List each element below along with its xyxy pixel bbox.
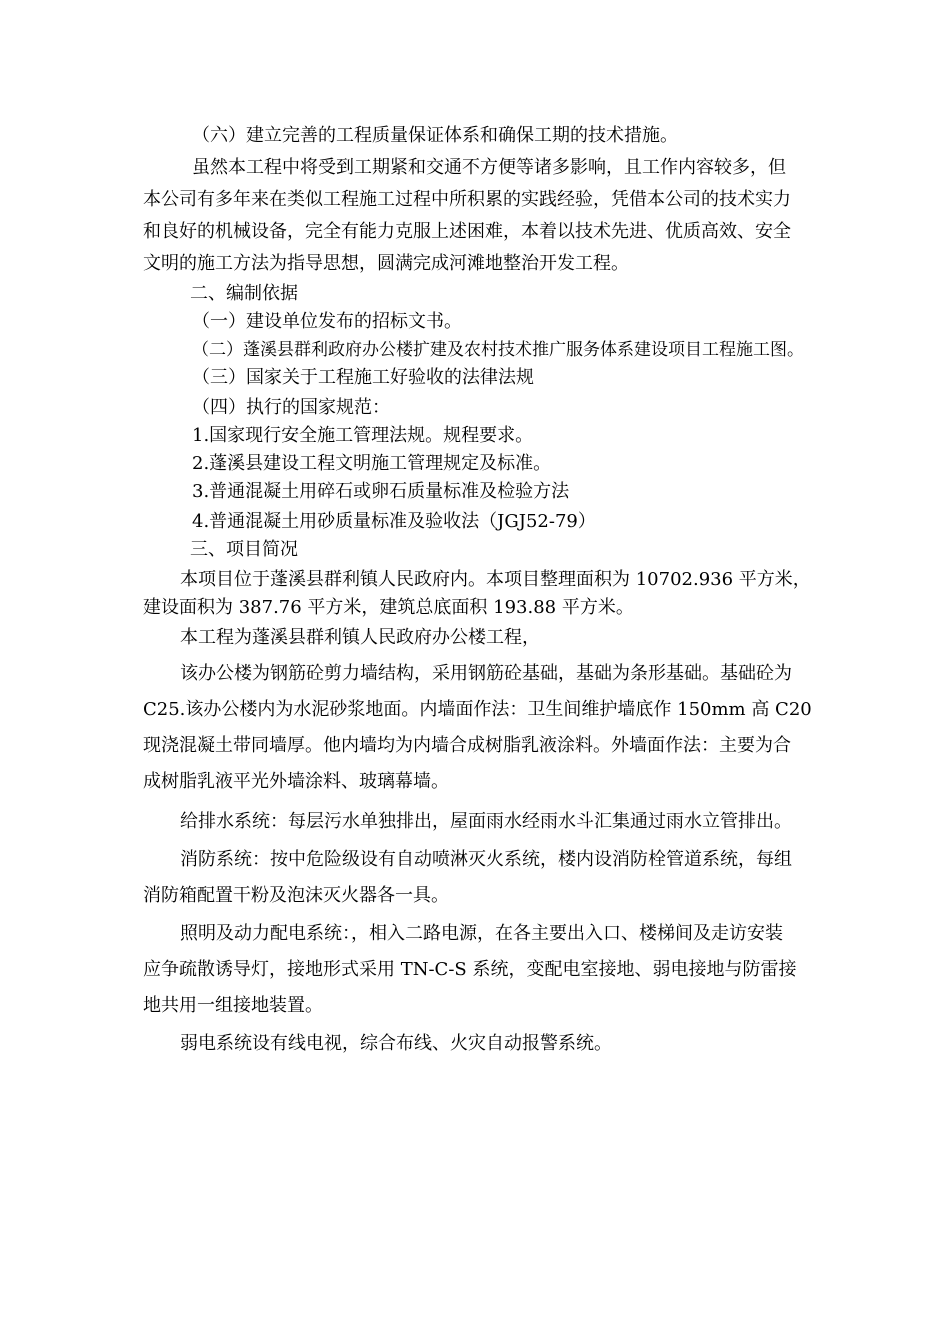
- paragraph-line: 虽然本工程中将受到工期紧和交通不方便等诸多影响，且工作内容较多，但: [192, 157, 786, 178]
- paragraph-line: 本公司有多年来在类似工程施工过程中所积累的实践经验，凭借本公司的技术实力: [143, 189, 791, 210]
- paragraph-line: 本项目位于蓬溪县群利镇人民政府内。本项目整理面积为 10702.936 平方米，: [180, 569, 811, 590]
- paragraph-line: 照明及动力配电系统：，相入二路电源，在各主要出入口、楼梯间及走访安装: [180, 923, 783, 944]
- paragraph-line: 建设面积为 387.76 平方米，建筑总底面积 193.88 平方米。: [143, 597, 634, 618]
- standard-item-3: 3.普通混凝土用碎石或卵石质量标准及检验方法: [192, 481, 570, 502]
- paragraph-line: 和良好的机械设备，完全有能力克服上述困难，本着以技术先进、优质高效、安全: [143, 221, 791, 242]
- paragraph-line: 成树脂乳液平光外墙涂料、玻璃幕墙。: [143, 771, 449, 792]
- standard-item-4: 4.普通混凝土用砂质量标准及验收法（JGJ52-79）: [192, 511, 596, 532]
- paragraph-line: 现浇混凝土带同墙厚。他内墙均为内墙合成树脂乳液涂料。外墙面作法：主要为合: [143, 735, 791, 756]
- paragraph-line: 本工程为蓬溪县群利镇人民政府办公楼工程，: [180, 627, 540, 648]
- paragraph-line: C25.该办公楼内为水泥砂浆地面。内墙面作法：卫生间维护墙底作 150mm 高 C20: [143, 699, 812, 720]
- basis-item-2: （二）蓬溪县群利政府办公楼扩建及农村技术推广服务体系建设项目工程施工图。: [192, 340, 804, 360]
- section-item-6: （六）建立完善的工程质量保证体系和确保工期的技术措施。: [192, 125, 678, 146]
- basis-item-3: （三）国家关于工程施工好验收的法律法规: [192, 367, 534, 388]
- paragraph-line: 给排水系统：每层污水单独排出，屋面雨水经雨水斗汇集通过雨水立管排出。: [180, 811, 792, 832]
- paragraph-line: 应争疏散诱导灯，接地形式采用 TN-C-S 系统，变配电室接地、弱电接地与防雷接: [143, 959, 797, 980]
- standard-item-1: 1.国家现行安全施工管理法规。规程要求。: [192, 425, 534, 446]
- standard-item-2: 2.蓬溪县建设工程文明施工管理规定及标准。: [192, 453, 552, 474]
- paragraph-line: 该办公楼为钢筋砼剪力墙结构，采用钢筋砼基础，基础为条形基础。基础砼为: [180, 663, 792, 684]
- section-heading-overview: 三、项目简况: [190, 539, 298, 560]
- section-heading-basis: 二、编制依据: [190, 283, 298, 304]
- paragraph-line: 消防箱配置干粉及泡沫灭火器各一具。: [143, 885, 449, 906]
- paragraph-line: 消防系统：按中危险级设有自动喷淋灭火系统，楼内设消防栓管道系统，每组: [180, 849, 792, 870]
- paragraph-line: 文明的施工方法为指导思想，圆满完成河滩地整治开发工程。: [143, 253, 629, 274]
- basis-item-4: （四）执行的国家规范：: [192, 397, 390, 418]
- paragraph-line: 地共用一组接地装置。: [143, 995, 323, 1016]
- basis-item-1: （一）建设单位发布的招标文书。: [192, 311, 462, 332]
- paragraph-line: 弱电系统设有线电视，综合布线、火灾自动报警系统。: [180, 1033, 612, 1054]
